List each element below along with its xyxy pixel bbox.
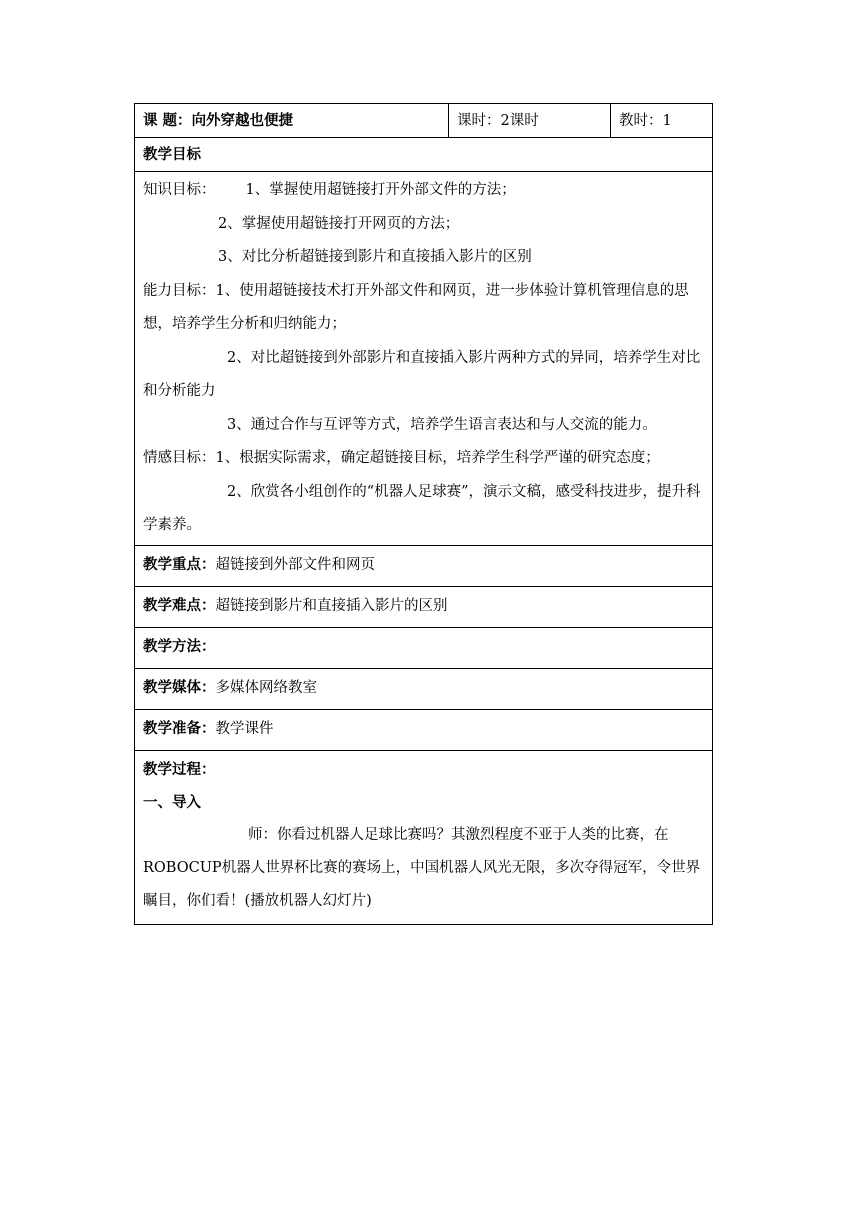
difficulty-label: 教学难点： xyxy=(143,596,216,614)
topic-cell xyxy=(135,104,449,138)
knowledge-line-2 xyxy=(143,208,704,242)
topic-title: 向外穿越也便捷 xyxy=(191,112,294,129)
key-point-cell xyxy=(135,545,713,586)
knowledge-item-2: 2、掌握使用超链接打开网页的方法； xyxy=(218,215,460,232)
process-cell xyxy=(135,750,713,924)
process-label: 教学过程： xyxy=(143,760,216,778)
method-label: 教学方法： xyxy=(143,637,216,655)
objectives-title-row xyxy=(135,138,713,172)
key-point-row xyxy=(135,545,713,586)
ability-item-3 xyxy=(143,409,704,443)
preparation-cell xyxy=(135,709,713,750)
session-text: 教时：1 xyxy=(619,113,672,129)
ability-item-1 xyxy=(143,275,704,342)
preparation-text: 教学课件 xyxy=(215,720,274,737)
emotion-text-2: 2、欣赏各小组创作的“机器人足球赛”，演示文稿，感受科技进步，提升科学素养。 xyxy=(143,483,701,533)
emotion-item-1 xyxy=(143,442,704,476)
difficulty-row xyxy=(135,586,713,627)
objectives-row xyxy=(135,172,713,546)
preparation-label: 教学准备： xyxy=(143,719,216,737)
method-row xyxy=(135,627,713,668)
ability-text-1: 1、使用超链接技术打开外部文件和网页，进一步体验计算机管理信息的思想，培养学生分析和归纳能力； xyxy=(143,282,689,332)
knowledge-line-1 xyxy=(143,174,704,208)
objectives-cell xyxy=(135,172,713,546)
media-cell xyxy=(135,668,713,709)
ability-item-2 xyxy=(143,342,704,409)
ability-text-2: 2、对比超链接到外部影片和直接插入影片两种方式的异同，培养学生对比和分析能力 xyxy=(143,349,701,399)
hours-text: 课时：2课时 xyxy=(457,113,539,129)
method-cell xyxy=(135,627,713,668)
process-paragraph-1-text: 师：你看过机器人足球比赛吗？其激烈程度不亚于人类的比赛，在ROBOCUP机器人世界杯比赛的赛场上，中国机器人风光无限，多次夺得冠军，令世界瞩目，你们看！(播放机器人幻灯片) xyxy=(143,826,701,909)
preparation-row xyxy=(135,709,713,750)
hours-cell xyxy=(449,104,611,138)
lesson-plan-table xyxy=(134,103,713,925)
ability-text-3: 3、通过合作与互评等方式，培养学生语言表达和与人交流的能力。 xyxy=(227,416,657,433)
media-label: 教学媒体： xyxy=(143,678,216,696)
process-paragraph-1 xyxy=(143,819,704,918)
ability-label: 能力目标： xyxy=(143,282,216,299)
emotion-label: 情感目标： xyxy=(143,450,216,466)
knowledge-line-3 xyxy=(143,241,704,275)
key-point-text: 超链接到外部文件和网页 xyxy=(215,556,375,573)
topic-label: 课 题： xyxy=(143,112,192,129)
key-point-label: 教学重点： xyxy=(143,555,216,573)
objectives-title: 教学目标 xyxy=(135,138,713,172)
emotion-text-1: 1、根据实际需求，确定超链接目标，培养学生科学严谨的研究态度； xyxy=(215,450,660,466)
media-row xyxy=(135,668,713,709)
session-cell xyxy=(611,104,713,138)
knowledge-item-3: 3、对比分析超链接到影片和直接插入影片的区别 xyxy=(218,249,532,265)
media-text: 多媒体网络教室 xyxy=(215,679,317,696)
knowledge-label: 知识目标： xyxy=(143,182,216,198)
emotion-item-2 xyxy=(143,476,704,543)
process-row xyxy=(135,750,713,924)
difficulty-text: 超链接到影片和直接插入影片的区别 xyxy=(215,597,448,614)
process-section-1: 一、导入 xyxy=(143,793,201,811)
difficulty-cell xyxy=(135,586,713,627)
knowledge-item-1: 1、掌握使用超链接打开外部文件的方法； xyxy=(245,182,516,198)
header-row xyxy=(135,104,713,138)
